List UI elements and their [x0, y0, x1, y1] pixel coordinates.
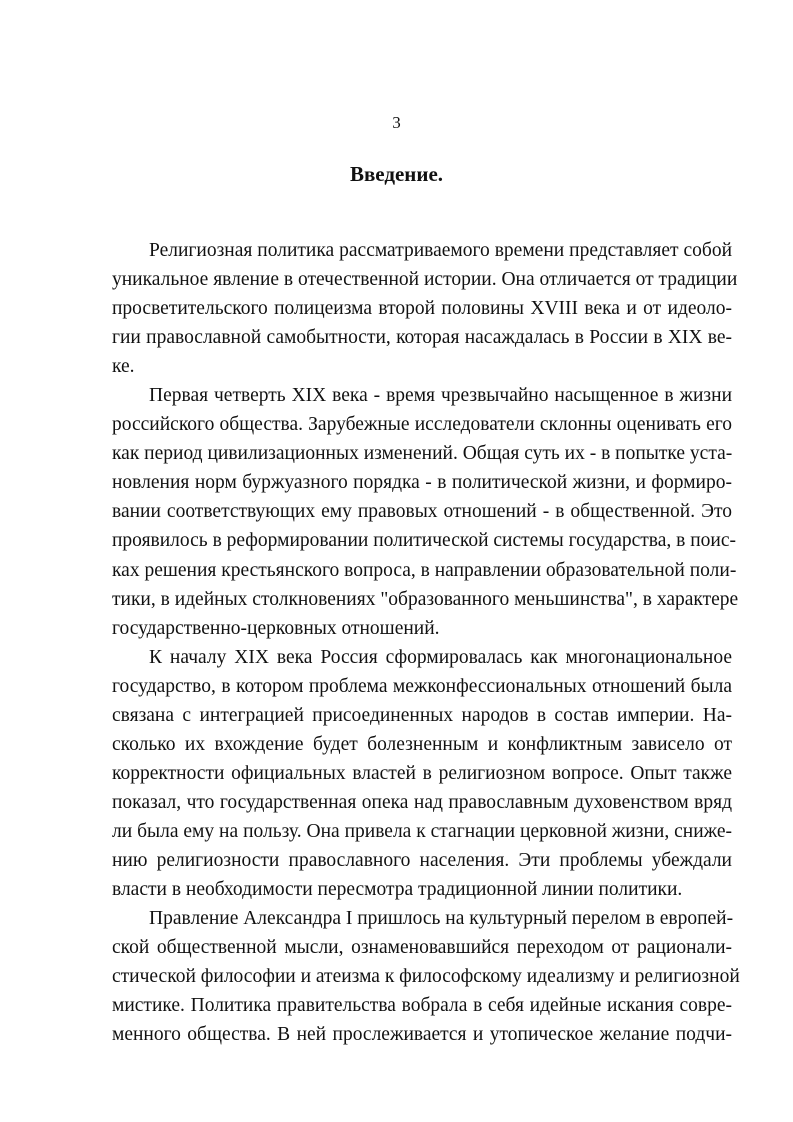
text-line: корректности официальных властей в религиозном вопросе. Опыт также	[112, 762, 732, 784]
text-line: ской общественной мысли, ознаменовавшийся переходом от рационали-	[112, 937, 732, 959]
text-line: власти в необходимости пересмотра традиционной линии политики.	[112, 879, 683, 901]
page-title: Введение.	[349, 162, 444, 186]
text-line: ке.	[112, 356, 135, 378]
text-line: стической философии и атеизма к философскому идеализму и религиозной	[112, 966, 740, 988]
text-line: проявилось в реформировании политической системы государства, в поис-	[112, 530, 737, 552]
text-line: показал, что государственная опека над православным духовенством вряд	[112, 791, 732, 813]
page-number: 3	[392, 113, 401, 132]
text-line: Правление Александра I пришлось на культурный перелом в европей-	[149, 908, 734, 930]
text-line: государство, в котором проблема межконфессиональных отношений была	[112, 675, 732, 697]
text-line: нию религиозности православного населения. Эти проблемы убеждали	[112, 849, 732, 871]
text-line: мистике. Политика правительства вобрала в себя идейные искания совре-	[112, 995, 732, 1017]
text-line: ках решения крестьянского вопроса, в направлении образовательной поли-	[112, 559, 737, 581]
body-text	[112, 236, 740, 1049]
text-line: российского общества. Зарубежные исследователи склонны оценивать его	[112, 414, 732, 436]
text-line: ли была ему на пользу. Она привела к стагнации церковной жизни, сниже-	[112, 820, 732, 842]
text-line: вании соответствующих ему правовых отношений - в общественной. Это	[112, 501, 732, 523]
text-line: как период цивилизационных изменений. Общая суть их - в попытке уста-	[112, 443, 733, 465]
text-line: гии православной самобытности, которая насаждалась в России в XIX ве-	[112, 327, 732, 349]
text-line: тики, в идейных столкновениях "образованного меньшинства", в характере	[112, 588, 739, 610]
text-line: Первая четверть XIX века - время чрезвычайно насыщенное в жизни	[149, 385, 732, 407]
text-line: уникальное явление в отечественной истории. Она отличается от традиции	[112, 269, 738, 291]
text-line: новления норм буржуазного порядка - в политической жизни, и формиро-	[112, 472, 732, 494]
text-line: сколько их вхождение будет болезненным и конфликтным зависело от	[112, 733, 732, 755]
text-line: просветительского полицеизма второй половины XVIII века и от идеоло-	[112, 298, 732, 320]
text-line: К началу XIX века Россия сформировалась как многонациональное	[149, 646, 732, 668]
text-line: связана с интеграцией присоединенных народов в состав империи. На-	[112, 704, 732, 726]
text-line: менного общества. В ней прослеживается и утопическое желание подчи-	[112, 1024, 732, 1046]
text-line: государственно-церковных отношений.	[112, 617, 440, 639]
text-line: Религиозная политика рассматриваемого времени представляет собой	[149, 240, 732, 261]
